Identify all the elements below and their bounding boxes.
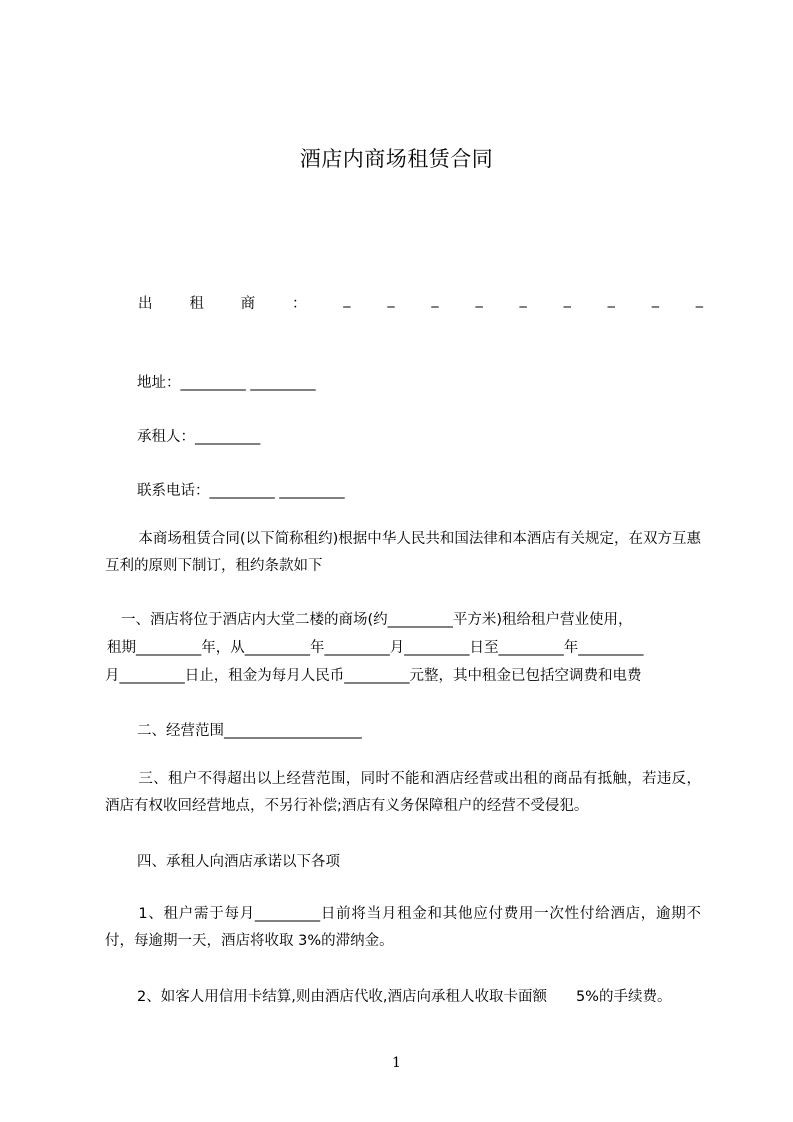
clause-4-heading: 四、承租人向酒店承诺以下各项 <box>137 854 340 870</box>
lessor-blank: _ <box>607 292 615 308</box>
lessor-blank: _ <box>387 292 395 308</box>
lessor-blank: _ <box>651 292 659 308</box>
document-title: 酒店内商场租赁合同 <box>299 147 494 171</box>
address-field: 地址：_________ _________ <box>137 375 316 391</box>
clause-3: 三、租户不得超出以上经营范围，同时不能和酒店经营或出租的商品有抵触，若违反，酒店有权收回经营地点，不另行补偿;酒店有义务保障租户的经营不受侵犯。 <box>105 771 701 814</box>
clause-1-line-2: 租期_________年，从_________年_________月_________日至_________年_________ <box>107 640 644 656</box>
lessor-char: 商 <box>240 296 256 312</box>
clause-2: 二、经营范围___________________ <box>137 723 362 739</box>
intro-paragraph: 本商场租赁合同(以下简称租约)根据中华人民共和国法律和本酒店有关规定，在双方互惠互利的原则下制订，租约条款如下 <box>105 531 701 574</box>
lessor-char: 出 <box>138 296 153 312</box>
page-number: 1 <box>392 1055 401 1071</box>
tenant-field: 承租人：_________ <box>137 429 261 445</box>
lessor-line <box>138 292 703 313</box>
phone-field: 联系电话：_________ _________ <box>137 483 345 499</box>
lessor-blank: _ <box>695 292 703 308</box>
lessor-blank: _ <box>343 292 351 308</box>
lessor-blank: _ <box>519 292 527 308</box>
lessor-blank: _ <box>431 292 439 308</box>
lessor-char: 租 <box>189 296 204 312</box>
clause-4-item-1: 1、租户需于每月_________日前将当月租金和其他应付费用一次性付给酒店，逾期不付，每逾期一天，酒店将收取 3%的滞纳金。 <box>105 906 701 949</box>
lessor-blank: _ <box>475 292 483 308</box>
lessor-blank: _ <box>563 292 571 308</box>
lessor-char: ： <box>291 296 307 312</box>
clause-1-line-1: 一、酒店将位于酒店内大堂二楼的商场(约_________平方米)租给租户营业使用， <box>121 612 633 628</box>
clause-1-line-3: 月_________日止，租金为每月人民币_________元整，其中租金已包括空调费和电费 <box>105 668 642 684</box>
clause-4-item-2: 2、如客人用信用卡结算,则由酒店代收,酒店向承租人收取卡面额 5%的手续费。 <box>137 989 672 1005</box>
